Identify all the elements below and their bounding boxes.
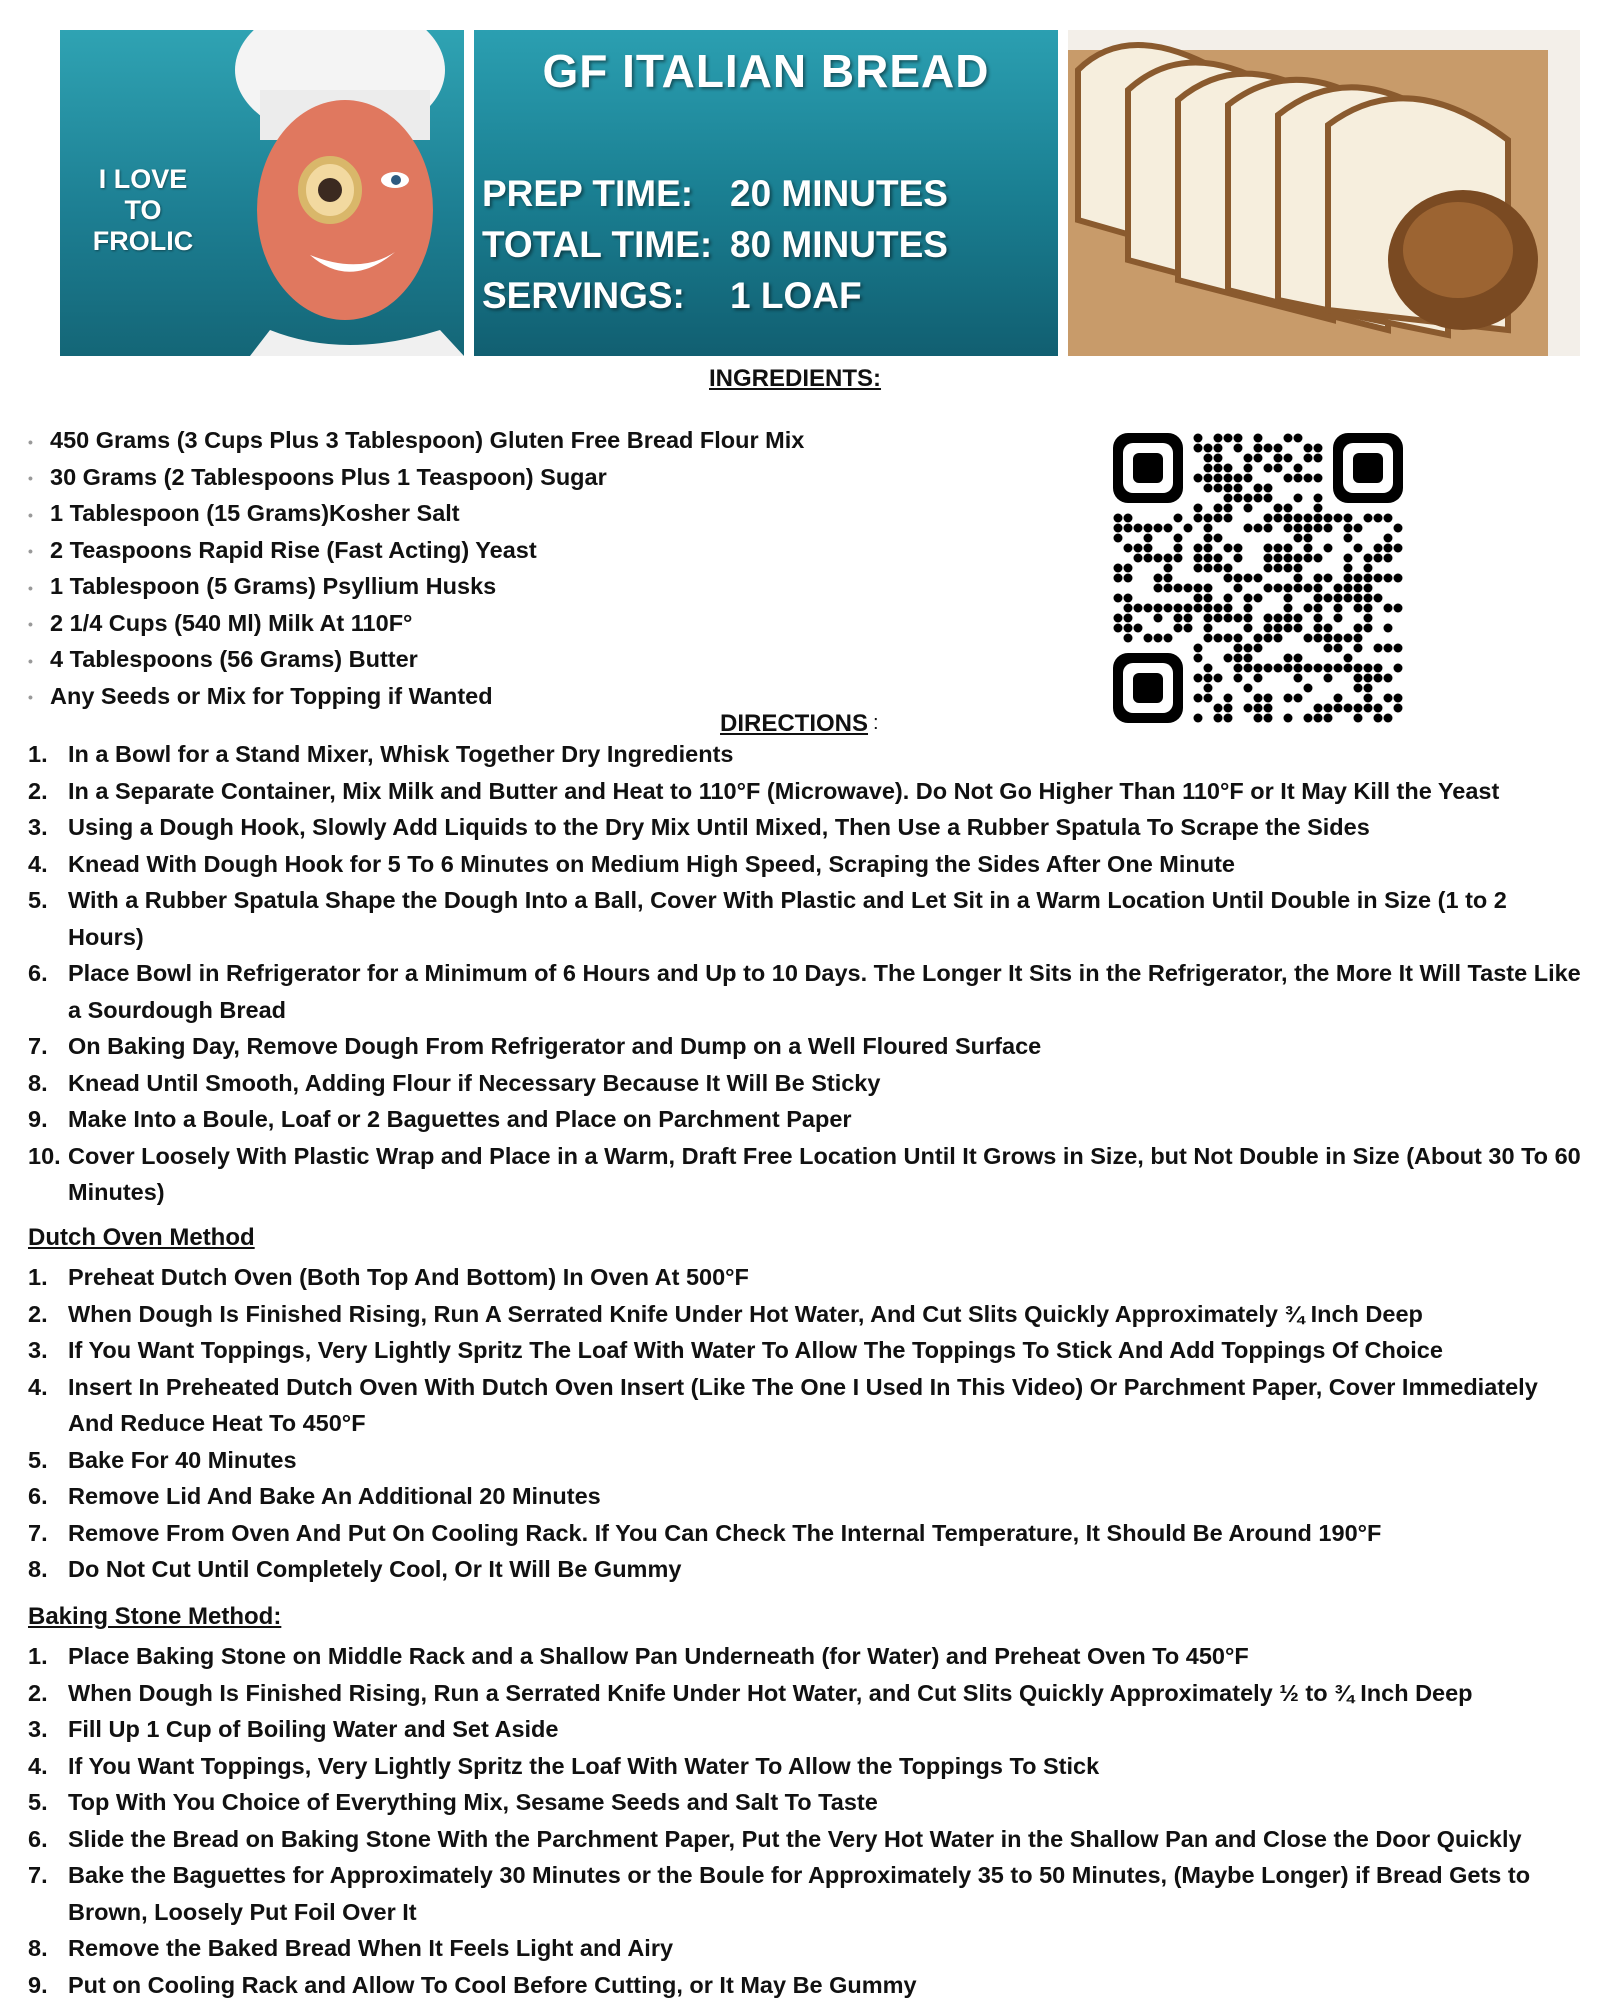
list-item xyxy=(28,1551,1588,1588)
recipe-header xyxy=(60,30,1580,356)
list-item: • 1 Tablespoon (15 Grams)Kosher Salt xyxy=(28,495,804,532)
step-number: 5. xyxy=(28,1442,68,1479)
list-item xyxy=(28,809,1588,846)
step-text: Slide the Bread on Baking Stone With the Parchment Paper, Put the Very Hot Water in the Shallow Pan and Close the Door Quickly xyxy=(68,1821,1588,1858)
list-item xyxy=(28,1259,1588,1296)
list-item xyxy=(28,1369,1588,1442)
step-text: Insert In Preheated Dutch Oven With Dutch Oven Insert (Like The One I Used In This Video) Or Parchment Paper, Cover Immediately And Reduce Heat To 450°F xyxy=(68,1369,1588,1442)
list-item xyxy=(28,1442,1588,1479)
list-item: • Any Seeds or Mix for Topping if Wanted xyxy=(28,678,804,715)
step-number: 8. xyxy=(28,1930,68,1967)
step-number: 7. xyxy=(28,1028,68,1065)
list-item xyxy=(28,1638,1588,1675)
list-item xyxy=(28,1967,1588,2003)
recipe-title: GF ITALIAN BREAD xyxy=(474,44,1058,98)
step-number: 1. xyxy=(28,736,68,773)
step-text: If You Want Toppings, Very Lightly Spritz The Loaf With Water To Allow The Toppings To Stick And Add Toppings Of Choice xyxy=(68,1332,1588,1369)
bullet-icon: • xyxy=(28,570,50,607)
list-item: • 30 Grams (2 Tablespoons Plus 1 Teaspoon) Sugar xyxy=(28,459,804,496)
step-number: 1. xyxy=(28,1259,68,1296)
step-text: Fill Up 1 Cup of Boiling Water and Set Aside xyxy=(68,1711,1588,1748)
total-time-value: 80 MINUTES xyxy=(730,219,948,270)
step-text: Preheat Dutch Oven (Both Top And Bottom) In Oven At 500°F xyxy=(68,1259,1588,1296)
step-number: 8. xyxy=(28,1551,68,1588)
list-item xyxy=(28,1478,1588,1515)
baking-stone-heading: Baking Stone Method: xyxy=(28,1603,281,1631)
step-text: Do Not Cut Until Completely Cool, Or It Will Be Gummy xyxy=(68,1551,1588,1588)
step-number: 2. xyxy=(28,1296,68,1333)
step-text: Remove the Baked Bread When It Feels Light and Airy xyxy=(68,1930,1588,1967)
step-text: In a Bowl for a Stand Mixer, Whisk Together Dry Ingredients xyxy=(68,736,1588,773)
list-item xyxy=(28,1028,1588,1065)
step-number: 5. xyxy=(28,1784,68,1821)
step-number: 7. xyxy=(28,1515,68,1552)
dutch-oven-heading: Dutch Oven Method xyxy=(28,1224,255,1252)
list-item xyxy=(28,1711,1588,1748)
list-item xyxy=(28,846,1588,883)
step-number: 10. xyxy=(28,1138,68,1211)
list-item xyxy=(28,1332,1588,1369)
servings-value: 1 LOAF xyxy=(730,270,862,321)
step-number: 3. xyxy=(28,1711,68,1748)
recipe-meta xyxy=(482,168,948,321)
list-item xyxy=(28,1138,1588,1211)
chef-tagline: I LOVE TO FROLIC xyxy=(78,164,208,257)
step-text: When Dough Is Finished Rising, Run a Serrated Knife Under Hot Water, and Cut Slits Quickly Approximately ½ to ¾ Inch Deep xyxy=(68,1675,1588,1712)
prep-time-value: 20 MINUTES xyxy=(730,168,948,219)
list-item: • 450 Grams (3 Cups Plus 3 Tablespoon) Gluten Free Bread Flour Mix xyxy=(28,422,804,459)
bread-slices-image xyxy=(1068,30,1580,356)
servings xyxy=(482,270,948,321)
step-text: On Baking Day, Remove Dough From Refrigerator and Dump on a Well Floured Surface xyxy=(68,1028,1588,1065)
directions-list xyxy=(28,736,1588,1211)
list-item xyxy=(28,736,1588,773)
baking-stone-steps xyxy=(28,1638,1588,2003)
step-text: Place Baking Stone on Middle Rack and a Shallow Pan Underneath (for Water) and Preheat Oven To 450°F xyxy=(68,1638,1588,1675)
directions-colon: : xyxy=(873,712,879,735)
step-number: 2. xyxy=(28,773,68,810)
list-item: • 4 Tablespoons (56 Grams) Butter xyxy=(28,641,804,678)
step-number: 4. xyxy=(28,846,68,883)
step-number: 7. xyxy=(28,1857,68,1930)
bullet-icon: • xyxy=(28,497,50,534)
list-item: • 2 Teaspoons Rapid Rise (Fast Acting) Yeast xyxy=(28,532,804,569)
list-item xyxy=(28,955,1588,1028)
list-item xyxy=(28,1065,1588,1102)
bullet-icon: • xyxy=(28,460,50,497)
directions-heading: DIRECTIONS xyxy=(720,710,868,738)
list-item xyxy=(28,1748,1588,1785)
ingredients-list xyxy=(28,422,804,714)
bullet-icon: • xyxy=(28,643,50,680)
total-time xyxy=(482,219,948,270)
title-panel xyxy=(474,30,1058,356)
step-number: 3. xyxy=(28,1332,68,1369)
bullet-icon: • xyxy=(28,606,50,643)
list-item xyxy=(28,1515,1588,1552)
dutch-oven-steps xyxy=(28,1259,1588,1588)
list-item xyxy=(28,1784,1588,1821)
bread-photo xyxy=(1068,30,1580,356)
step-number: 8. xyxy=(28,1065,68,1102)
step-text: Top With You Choice of Everything Mix, Sesame Seeds and Salt To Taste xyxy=(68,1784,1588,1821)
step-text: Make Into a Boule, Loaf or 2 Baguettes and Place on Parchment Paper xyxy=(68,1101,1588,1138)
list-item xyxy=(28,1930,1588,1967)
step-text: If You Want Toppings, Very Lightly Spritz the Loaf With Water To Allow the Toppings To Stick xyxy=(68,1748,1588,1785)
step-text: Knead Until Smooth, Adding Flour if Necessary Because It Will Be Sticky xyxy=(68,1065,1588,1102)
step-number: 6. xyxy=(28,1821,68,1858)
step-text: Bake For 40 Minutes xyxy=(68,1442,1588,1479)
list-item xyxy=(28,882,1588,955)
bullet-icon: • xyxy=(28,533,50,570)
prep-time xyxy=(482,168,948,219)
bullet-icon: • xyxy=(28,679,50,716)
list-item: • 2 1/4 Cups (540 Ml) Milk At 110F° xyxy=(28,605,804,642)
servings-label: SERVINGS: xyxy=(482,270,730,321)
step-number: 9. xyxy=(28,1101,68,1138)
step-number: 1. xyxy=(28,1638,68,1675)
chef-photo xyxy=(210,30,464,356)
chef-panel xyxy=(60,30,464,356)
step-text: Remove Lid And Bake An Additional 20 Minutes xyxy=(68,1478,1588,1515)
step-number: 4. xyxy=(28,1748,68,1785)
step-text: Bake the Baguettes for Approximately 30 Minutes or the Boule for Approximately 35 to 50 Minutes, (Maybe Longer) if Bread Gets to Brown, Loosely Put Foil Over It xyxy=(68,1857,1588,1930)
step-number: 9. xyxy=(28,1967,68,2003)
step-text: When Dough Is Finished Rising, Run A Serrated Knife Under Hot Water, And Cut Slits Quickly Approximately ¾ Inch Deep xyxy=(68,1296,1588,1333)
list-item xyxy=(28,1296,1588,1333)
list-item: • 1 Tablespoon (5 Grams) Psyllium Husks xyxy=(28,568,804,605)
step-text: With a Rubber Spatula Shape the Dough Into a Ball, Cover With Plastic and Let Sit in a Warm Location Until Double in Size (1 to 2 Hours) xyxy=(68,882,1588,955)
step-number: 3. xyxy=(28,809,68,846)
ingredients-heading: INGREDIENTS: xyxy=(709,365,881,393)
step-number: 6. xyxy=(28,1478,68,1515)
list-item xyxy=(28,1675,1588,1712)
qr-code[interactable] xyxy=(1113,433,1403,723)
step-number: 6. xyxy=(28,955,68,1028)
step-number: 4. xyxy=(28,1369,68,1442)
step-text: Put on Cooling Rack and Allow To Cool Before Cutting, or It May Be Gummy xyxy=(68,1967,1588,2003)
step-text: Remove From Oven And Put On Cooling Rack. If You Can Check The Internal Temperature, It Should Be Around 190°F xyxy=(68,1515,1588,1552)
step-text: Cover Loosely With Plastic Wrap and Place in a Warm, Draft Free Location Until It Grows in Size, but Not Double in Size (About 30 To 60 Minutes) xyxy=(68,1138,1588,1211)
step-number: 2. xyxy=(28,1675,68,1712)
step-text: Using a Dough Hook, Slowly Add Liquids to the Dry Mix Until Mixed, Then Use a Rubber Spatula To Scrape the Sides xyxy=(68,809,1588,846)
step-text: Place Bowl in Refrigerator for a Minimum of 6 Hours and Up to 10 Days. The Longer It Sits in the Refrigerator, the More It Will Taste Like a Sourdough Bread xyxy=(68,955,1588,1028)
list-item xyxy=(28,1857,1588,1930)
step-text: Knead With Dough Hook for 5 To 6 Minutes on Medium High Speed, Scraping the Sides After One Minute xyxy=(68,846,1588,883)
list-item xyxy=(28,773,1588,810)
list-item xyxy=(28,1101,1588,1138)
total-time-label: TOTAL TIME: xyxy=(482,219,730,270)
bullet-icon: • xyxy=(28,424,50,461)
list-item xyxy=(28,1821,1588,1858)
step-text: In a Separate Container, Mix Milk and Butter and Heat to 110°F (Microwave). Do Not Go Higher Than 110°F or It May Kill the Yeast xyxy=(68,773,1588,810)
step-number: 5. xyxy=(28,882,68,955)
prep-time-label: PREP TIME: xyxy=(482,168,730,219)
